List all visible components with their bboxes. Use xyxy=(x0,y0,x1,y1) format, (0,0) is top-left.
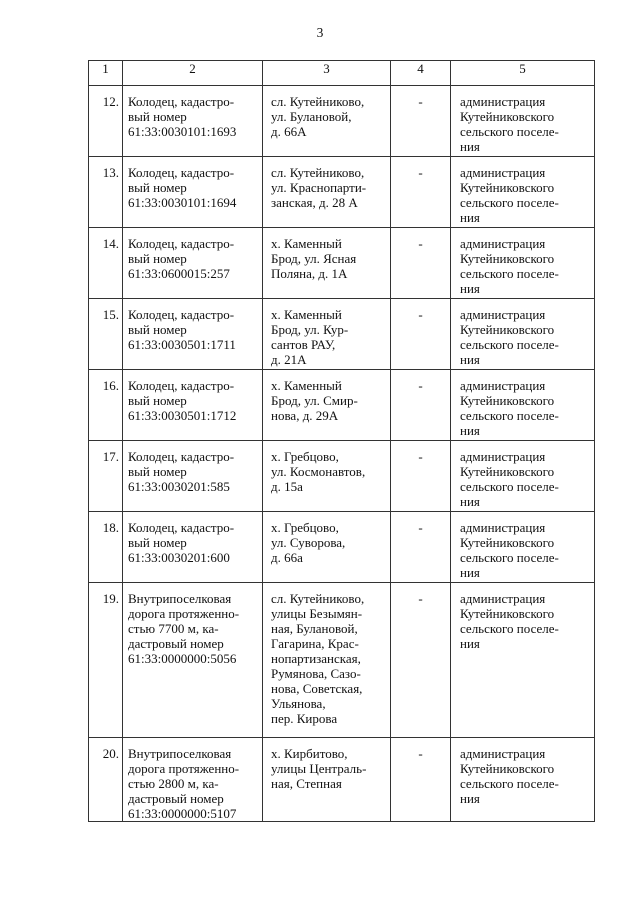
owner-name-line: ния xyxy=(460,210,480,225)
owner-name xyxy=(451,441,595,512)
object-address-line: нопартизанская, xyxy=(271,651,361,666)
owner-name-line: ния xyxy=(460,791,480,806)
object-address-line: х. Каменный xyxy=(271,307,342,322)
row-number: 12. xyxy=(89,86,123,157)
table-row xyxy=(89,299,595,370)
object-address-line: х. Каменный xyxy=(271,378,342,393)
object-address-line: ул. Булановой, xyxy=(271,109,352,124)
object-address xyxy=(263,228,391,299)
owner-name-line: сельского поселе- xyxy=(460,195,559,210)
object-description-line: вый номер xyxy=(128,464,187,479)
row-number: 13. xyxy=(89,157,123,228)
object-description-line: Колодец, кадастро- xyxy=(128,520,235,535)
object-address-line: Брод, ул. Кур- xyxy=(271,322,349,337)
owner-name-line: администрация xyxy=(460,591,546,606)
object-address-line: ная, Степная xyxy=(271,776,342,791)
object-address-line: Брод, ул. Ясная xyxy=(271,251,357,266)
owner-name-line: администрация xyxy=(460,236,546,251)
object-address-line: Брод, ул. Смир- xyxy=(271,393,358,408)
owner-name-line: Кутейниковского xyxy=(460,606,555,621)
object-address-line: х. Гребцово, xyxy=(271,520,339,535)
object-address-line: х. Кирбитово, xyxy=(271,746,348,761)
object-address xyxy=(263,299,391,370)
object-description xyxy=(123,441,263,512)
object-address-line: сантов РАУ, xyxy=(271,337,336,352)
column-4-value: - xyxy=(391,512,451,583)
owner-name-line: ния xyxy=(460,565,480,580)
row-number: 18. xyxy=(89,512,123,583)
object-address-line: Ульянова, xyxy=(271,696,326,711)
owner-name xyxy=(451,86,595,157)
page-number: 3 xyxy=(316,25,324,40)
owner-name-line: Кутейниковского xyxy=(460,109,555,124)
object-address-line: улицы Централь- xyxy=(271,761,367,776)
owner-name-line: сельского поселе- xyxy=(460,550,559,565)
table-row xyxy=(89,157,595,228)
object-address-line: сл. Кутейниково, xyxy=(271,94,365,109)
object-description-line: дорога протяженно- xyxy=(128,606,240,621)
table-body xyxy=(89,86,595,822)
object-address-line: х. Каменный xyxy=(271,236,342,251)
property-registry-table xyxy=(88,60,595,822)
object-description-line: 61:33:0030201:600 xyxy=(128,550,230,565)
owner-name-line: администрация xyxy=(460,378,546,393)
owner-name-line: Кутейниковского xyxy=(460,464,555,479)
table-row xyxy=(89,583,595,738)
object-address-line: пер. Кирова xyxy=(271,711,338,726)
object-description-line: 61:33:0030501:1711 xyxy=(128,337,236,352)
object-address xyxy=(263,86,391,157)
object-description xyxy=(123,299,263,370)
object-address-line: д. 21А xyxy=(271,352,307,367)
object-description-line: дастровый номер xyxy=(128,636,224,651)
row-number: 16. xyxy=(89,370,123,441)
column-header-1: 1 xyxy=(89,61,123,86)
owner-name xyxy=(451,370,595,441)
object-description-line: вый номер xyxy=(128,109,187,124)
object-address-line: нова, Советская, xyxy=(271,681,363,696)
object-address xyxy=(263,512,391,583)
owner-name-line: ния xyxy=(460,281,480,296)
object-description-line: Колодец, кадастро- xyxy=(128,378,235,393)
column-4-value: - xyxy=(391,157,451,228)
object-address-line: х. Гребцово, xyxy=(271,449,339,464)
object-address-line: сл. Кутейниково, xyxy=(271,591,365,606)
column-4-value: - xyxy=(391,86,451,157)
object-description xyxy=(123,370,263,441)
object-address-line: ул. Суворова, xyxy=(271,535,346,550)
owner-name-line: администрация xyxy=(460,307,546,322)
object-address-line: ул. Космонавтов, xyxy=(271,464,366,479)
object-description-line: 61:33:0000000:5107 xyxy=(128,806,237,821)
column-header-5: 5 xyxy=(451,61,595,86)
owner-name-line: администрация xyxy=(460,520,546,535)
table-row xyxy=(89,512,595,583)
object-description-line: 61:33:0030201:585 xyxy=(128,479,230,494)
object-address-line: ул. Краснопарти- xyxy=(271,180,367,195)
owner-name-line: сельского поселе- xyxy=(460,479,559,494)
column-4-value: - xyxy=(391,583,451,738)
object-description xyxy=(123,738,263,822)
column-4-value: - xyxy=(391,299,451,370)
object-address-line: нова, д. 29А xyxy=(271,408,339,423)
object-description-line: Колодец, кадастро- xyxy=(128,94,235,109)
object-address xyxy=(263,738,391,822)
object-description-line: Внутрипоселковая xyxy=(128,591,232,606)
object-description-line: Колодец, кадастро- xyxy=(128,165,235,180)
owner-name-line: сельского поселе- xyxy=(460,124,559,139)
owner-name-line: администрация xyxy=(460,449,546,464)
object-description-line: 61:33:0030101:1693 xyxy=(128,124,237,139)
owner-name-line: ния xyxy=(460,352,480,367)
column-4-value: - xyxy=(391,228,451,299)
row-number: 19. xyxy=(89,583,123,738)
column-header-2: 2 xyxy=(123,61,263,86)
owner-name xyxy=(451,299,595,370)
owner-name-line: ния xyxy=(460,636,480,651)
object-description xyxy=(123,228,263,299)
object-description-line: вый номер xyxy=(128,322,187,337)
object-description xyxy=(123,512,263,583)
object-description-line: 61:33:0000000:5056 xyxy=(128,651,237,666)
owner-name-line: администрация xyxy=(460,165,546,180)
object-address-line: Поляна, д. 1А xyxy=(271,266,348,281)
owner-name xyxy=(451,512,595,583)
table-row xyxy=(89,370,595,441)
table-row xyxy=(89,441,595,512)
object-description xyxy=(123,157,263,228)
object-address xyxy=(263,370,391,441)
owner-name-line: Кутейниковского xyxy=(460,761,555,776)
object-description-line: стью 7700 м, ка- xyxy=(128,621,219,636)
owner-name-line: ния xyxy=(460,139,480,154)
owner-name-line: сельского поселе- xyxy=(460,776,559,791)
object-address-line: улицы Безымян- xyxy=(271,606,363,621)
object-description-line: Колодец, кадастро- xyxy=(128,236,235,251)
object-description-line: 61:33:0600015:257 xyxy=(128,266,230,281)
object-description-line: дастровый номер xyxy=(128,791,224,806)
owner-name xyxy=(451,738,595,822)
column-4-value: - xyxy=(391,441,451,512)
owner-name-line: Кутейниковского xyxy=(460,393,555,408)
object-description-line: вый номер xyxy=(128,251,187,266)
object-address-line: д. 15а xyxy=(271,479,303,494)
object-description-line: дорога протяженно- xyxy=(128,761,240,776)
owner-name-line: сельского поселе- xyxy=(460,337,559,352)
object-address xyxy=(263,441,391,512)
row-number: 20. xyxy=(89,738,123,822)
object-description-line: вый номер xyxy=(128,535,187,550)
object-description-line: Внутрипоселковая xyxy=(128,746,232,761)
row-number: 14. xyxy=(89,228,123,299)
object-description-line: 61:33:0030501:1712 xyxy=(128,408,237,423)
owner-name xyxy=(451,583,595,738)
object-address-line: Румянова, Сазо- xyxy=(271,666,361,681)
column-header-4: 4 xyxy=(391,61,451,86)
object-description xyxy=(123,86,263,157)
column-header-3: 3 xyxy=(263,61,391,86)
object-description xyxy=(123,583,263,738)
object-address-line: сл. Кутейниково, xyxy=(271,165,365,180)
object-description-line: Колодец, кадастро- xyxy=(128,307,235,322)
row-number: 15. xyxy=(89,299,123,370)
row-number: 17. xyxy=(89,441,123,512)
object-address-line: д. 66а xyxy=(271,550,303,565)
owner-name-line: сельского поселе- xyxy=(460,266,559,281)
object-description-line: вый номер xyxy=(128,180,187,195)
owner-name xyxy=(451,157,595,228)
owner-name-line: Кутейниковского xyxy=(460,251,555,266)
column-4-value: - xyxy=(391,738,451,822)
owner-name-line: ния xyxy=(460,423,480,438)
owner-name-line: Кутейниковского xyxy=(460,322,555,337)
column-4-value: - xyxy=(391,370,451,441)
owner-name-line: Кутейниковского xyxy=(460,180,555,195)
object-address xyxy=(263,583,391,738)
owner-name-line: сельского поселе- xyxy=(460,621,559,636)
object-description-line: вый номер xyxy=(128,393,187,408)
owner-name-line: администрация xyxy=(460,746,546,761)
object-description-line: 61:33:0030101:1694 xyxy=(128,195,237,210)
owner-name-line: администрация xyxy=(460,94,546,109)
owner-name-line: сельского поселе- xyxy=(460,408,559,423)
object-address-line: занская, д. 28 А xyxy=(271,195,358,210)
object-address-line: Гагарина, Крас- xyxy=(271,636,359,651)
table-row xyxy=(89,228,595,299)
owner-name-line: ния xyxy=(460,494,480,509)
object-description-line: стью 2800 м, ка- xyxy=(128,776,219,791)
object-address-line: д. 66А xyxy=(271,124,307,139)
owner-name xyxy=(451,228,595,299)
table-row xyxy=(89,738,595,822)
table-header-row xyxy=(89,61,595,86)
object-address-line: ная, Булановой, xyxy=(271,621,358,636)
object-description-line: Колодец, кадастро- xyxy=(128,449,235,464)
object-address xyxy=(263,157,391,228)
table-row xyxy=(89,86,595,157)
owner-name-line: Кутейниковского xyxy=(460,535,555,550)
